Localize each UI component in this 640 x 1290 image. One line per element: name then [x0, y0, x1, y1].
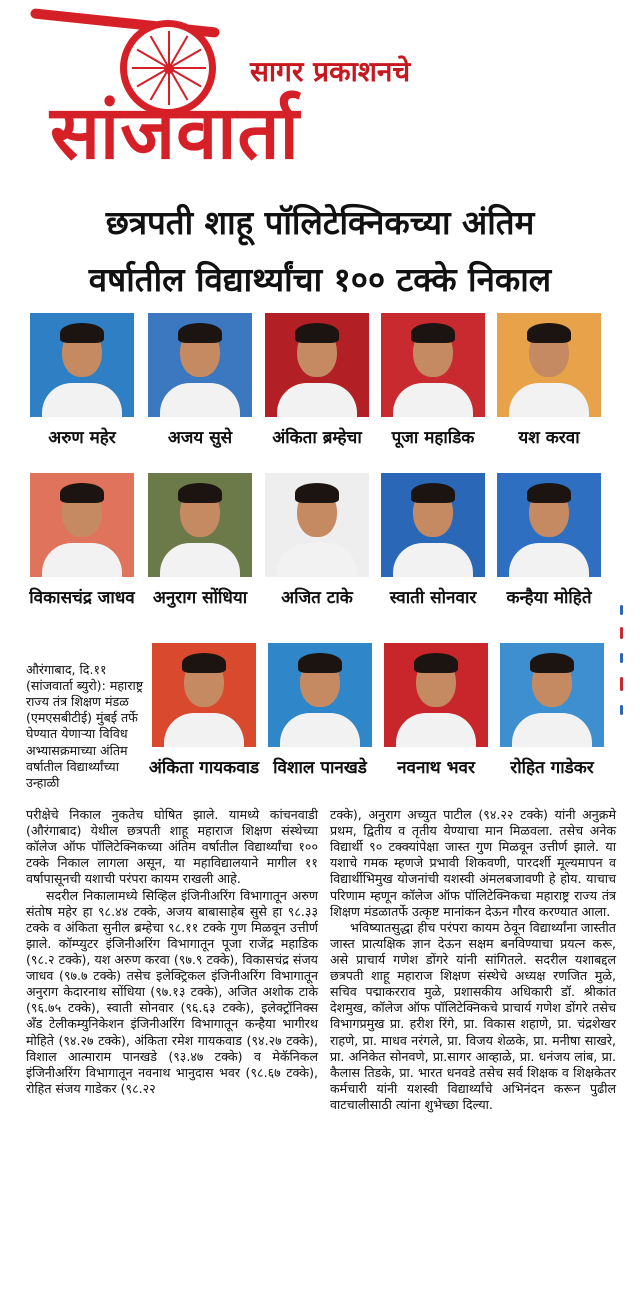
student-photo: [265, 313, 369, 417]
student-photo: [268, 643, 372, 747]
article-paragraph: परीक्षेचे निकाल नुकतेच घोषित झाले. यामध्ये कांचनवाडी (औरंगाबाद) येथील छत्रपती शाहू महाराज शिक्षण संस्थेच्या कॉलेज ऑफ पॉलिटेक्निकच्या अंतिम वर्षातील विद्यार्थ्यांचा १०० टक्के निकाल लागला असून, या महाविद्यालयाने मागील ११ वर्षापासूनची यशाची परंपरा कायम राखली आहे.: [26, 807, 318, 887]
student-name-caption: रोहित गाडेकर: [510, 758, 594, 778]
student-name-caption: अंकिता ब्रम्हेचा: [272, 428, 362, 448]
student-photo: [381, 473, 485, 577]
article-dateline: [26, 662, 148, 791]
student-name-caption: अजय सुसे: [167, 428, 233, 448]
article-paragraph: टक्के), अनुराग अच्युत पाटील (९४.२२ टक्के) यांनी अनुक्रमे प्रथम, द्वितीय व तृतीय येण्याचा मान मिळवला. तसेच अनेक विद्यार्थी ९० टक्क्यांपेक्षा जास्त गुण मिळवून उत्तीर्ण झाले. या यशाचे गमक म्हणजे प्रभावी शिकवणी, पारदर्शी मूल्यमापन व विद्यार्थीभिमुख योजनांची यशस्वी अंमलबजावणी हे होय. याचाच परिणाम म्हणून कॉलेज ऑफ पॉलिटेक्निकचा महाराष्ट्र राज्य तंत्र शिक्षण मंडळातर्फे उत्कृष्ट मानांकन देऊन गौरव करण्यात आला.: [330, 807, 616, 919]
student-name-caption: पूजा महाडिक: [391, 428, 475, 448]
student-photo: [384, 643, 488, 747]
student-photo: [381, 313, 485, 417]
headline-line-1: छत्रपती शाहू पॉलिटेक्निकच्या अंतिम: [105, 203, 535, 242]
article-paragraph: भविष्यातसुद्धा हीच परंपरा कायम ठेवून विद्यार्थ्यांना जास्तीत जास्त प्रात्यक्षिक ज्ञान देऊन सक्षम बनविण्याचा प्रयत्न करू, असे प्राचार्य गणेश डोंगरे यांनी सांगितले. सदरील यशाबद्दल छत्रपती शाहू महाराज शिक्षण संस्थेचे अध्यक्ष रणजित मुळे, सचिव पद्माकरराव मुळे, प्रशासकीय अधिकारी डॉ. श्रीकांत देशमुख, कॉलेज ऑफ पॉलिटेक्निकचे प्राचार्य गणेश डोंगरे तसेच विभागप्रमुख प्रा. हरीश रिंगे, प्रा. विकास शहाणे, प्रा. चंद्रशेखर राहणे, प्रा. माधव नरंगले, प्रा. विजय शेळके, प्रा. मनीषा साखरे, प्रा. अनिकेत सोनवणे, प्रा.सागर आव्हाळे, प्रा. धनंजय लांब, प्रा. कैलास तिडके, प्रा. भारत धनवडे तसेच सर्व शिक्षक व शिक्षकेतर कर्मचारी यांनी यशस्वी विद्यार्थ्यांचे अभिनंदन करून पुढील वाटचालीसाठी त्यांना शुभेच्छा दिल्या.: [330, 919, 616, 1112]
article-paragraph: सदरील निकालामध्ये सिव्हिल इंजिनीअरिंग विभागातून अरुण संतोष महेर हा ९८.४४ टक्के, अजय बाबासाहेब सुसे हा ९८.३३ टक्के व अंकिता सुनील ब्रम्हेचा ९८.११ टक्के गुण मिळवून उत्तीर्ण झाले. कॉम्प्युटर इंजिनीअरिंग विभागातून पूजा राजेंद्र महाडिक (९८.२ टक्के), यश अरुण करवा (९७.९ टक्के), विकासचंद्र संजय जाधव (९७.७ टक्के) तसेच इलेक्ट्रिकल इंजिनीअरिंग विभागातून अनुराग केदारनाथ सोंधिया (९७.१३ टक्के), अजित अशोक टाके (९६.७५ टक्के), स्वाती सोनवार (९६.६३ टक्के), इलेक्ट्रॉनिक्स अँड टेलीकम्युनिकेशन इंजिनीअरिंग विभागातून कन्हैया भागीरथ मोहिते (९४.२७ टक्के), अंकिता रमेश गायकवाड (९४.२७ टक्के), विशाल आत्माराम पानखडे (९३.४७ टक्के) व मेकॅनिकल इंजिनीअरिंग विभागातून नवनाथ भानुदास भवर (९८.६७ टक्के), रोहित संजय गाडेकर (९८.२२: [26, 887, 318, 1096]
article-column-right: [330, 807, 616, 1113]
student-name-caption: नवनाथ भवर: [397, 758, 475, 778]
student-photo: [152, 643, 256, 747]
student-name-caption: अनुराग सोंधिया: [152, 588, 248, 608]
student-photo: [30, 313, 134, 417]
student-photo: [148, 473, 252, 577]
adjacent-column-edge: [610, 605, 640, 725]
student-name-caption: विकासचंद्र जाधव: [29, 588, 135, 608]
masthead: [0, 0, 640, 190]
student-photo: [497, 313, 601, 417]
article-column-left: [26, 807, 318, 1097]
student-name-caption: अरुण महेर: [48, 428, 116, 448]
student-name-caption: अंकिता गायकवाड: [148, 758, 260, 778]
headline-line-2: वर्षातील विद्यार्थ्यांचा १०० टक्के निकाल: [88, 260, 552, 299]
article-paragraph: औरंगाबाद, दि.११ (सांजवार्ता ब्युरो): महाराष्ट्र राज्य तंत्र शिक्षण मंडळ (एमएसबीटीई) मुंबई तर्फे घेण्यात येणाऱ्या विविध अभ्यासक्रमाच्या अंतिम वर्षातील विद्यार्थ्यांच्या उन्हाळी: [26, 662, 144, 790]
student-name-caption: कन्हैया मोहिते: [506, 588, 592, 608]
student-name-caption: स्वाती सोनवार: [389, 588, 477, 608]
student-photo: [265, 473, 369, 577]
student-name-caption: यश करवा: [518, 428, 580, 448]
student-photo: [30, 473, 134, 577]
student-photo: [148, 313, 252, 417]
student-name-caption: अजित टाके: [281, 588, 353, 608]
publisher-subtitle: सागर प्रकाशनचे: [250, 55, 411, 88]
student-photo: [497, 473, 601, 577]
student-name-caption: विशाल पानखडे: [273, 758, 367, 778]
newspaper-title: सांजवार्ता: [50, 90, 300, 176]
student-photo: [500, 643, 604, 747]
